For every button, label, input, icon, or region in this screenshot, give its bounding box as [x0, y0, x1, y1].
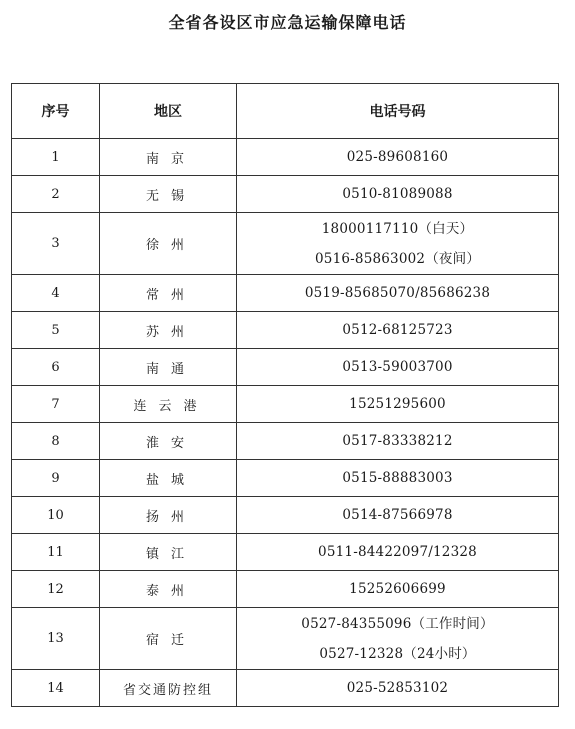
row-number: 5: [12, 312, 100, 349]
row-region: 南通: [100, 349, 237, 386]
table-row: [12, 423, 559, 460]
row-phone: [237, 608, 559, 670]
row-phone: [237, 460, 559, 497]
table-row: [12, 386, 559, 423]
table-row: [12, 139, 559, 176]
table-header-row: [12, 84, 559, 139]
row-phone: [237, 386, 559, 423]
row-number: 3: [12, 213, 100, 275]
table-row: [12, 312, 559, 349]
row-phone: [237, 670, 559, 707]
table-row: [12, 497, 559, 534]
phone-number: 0514-87566978: [342, 507, 453, 523]
row-region: 泰州: [100, 571, 237, 608]
phone-number: 0517-83338212: [342, 433, 453, 449]
page-title: 全省各设区市应急运输保障电话: [168, 13, 407, 32]
header-region: 地区: [100, 84, 237, 139]
phone-number: 0512-68125723: [342, 322, 453, 338]
row-region: 盐城: [100, 460, 237, 497]
phone-number: 15251295600: [349, 396, 446, 412]
row-number: 10: [12, 497, 100, 534]
phone-number: 0510-81089088: [342, 186, 453, 202]
phone-number: 0527-84355096（工作时间）: [301, 615, 494, 632]
row-number: 2: [12, 176, 100, 213]
row-number: 13: [12, 608, 100, 670]
phone-number: 0515-88883003: [342, 470, 453, 486]
row-number: 6: [12, 349, 100, 386]
row-region: 连云港: [100, 386, 237, 423]
row-region: 常州: [100, 275, 237, 312]
row-region: 镇江: [100, 534, 237, 571]
table-row: [12, 460, 559, 497]
table-body: [12, 139, 559, 707]
phone-number: 025-89608160: [346, 149, 449, 165]
table-row: [12, 349, 559, 386]
row-phone: [237, 275, 559, 312]
row-phone: [237, 534, 559, 571]
table-row: [12, 571, 559, 608]
row-phone: [237, 176, 559, 213]
row-phone: [237, 213, 559, 275]
row-phone: [237, 571, 559, 608]
row-region: 扬州: [100, 497, 237, 534]
row-region: 南京: [100, 139, 237, 176]
row-phone: [237, 139, 559, 176]
row-region: 苏州: [100, 312, 237, 349]
table-row: [12, 213, 559, 275]
row-number: 1: [12, 139, 100, 176]
table-row: [12, 275, 559, 312]
row-region: 淮安: [100, 423, 237, 460]
phone-number: 15252606699: [349, 581, 446, 597]
table-row: [12, 534, 559, 571]
row-number: 4: [12, 275, 100, 312]
phone-table: [11, 83, 559, 707]
phone-number: 0527-12328（24小时）: [319, 645, 476, 662]
row-number: 9: [12, 460, 100, 497]
row-phone: [237, 312, 559, 349]
row-phone: [237, 497, 559, 534]
row-region: 无锡: [100, 176, 237, 213]
row-phone: [237, 349, 559, 386]
row-region: 宿迁: [100, 608, 237, 670]
phone-number: 025-52853102: [346, 680, 449, 696]
phone-number: 0519-85685070/85686238: [304, 285, 491, 301]
row-number: 8: [12, 423, 100, 460]
row-number: 11: [12, 534, 100, 571]
row-region: 省交通防控组: [100, 670, 237, 707]
table-row: [12, 608, 559, 670]
phone-number: 0511-84422097/12328: [318, 544, 477, 560]
row-number: 12: [12, 571, 100, 608]
row-phone: [237, 423, 559, 460]
row-number: 14: [12, 670, 100, 707]
phone-number: 0516-85863002（夜间）: [314, 250, 481, 267]
row-region: 徐州: [100, 213, 237, 275]
table-row: [12, 176, 559, 213]
header-phone: 电话号码: [237, 84, 559, 139]
row-number: 7: [12, 386, 100, 423]
phone-number: 0513-59003700: [342, 359, 453, 375]
table-row: [12, 670, 559, 707]
phone-number: 18000117110（白天）: [321, 220, 474, 237]
header-no: 序号: [12, 84, 100, 139]
